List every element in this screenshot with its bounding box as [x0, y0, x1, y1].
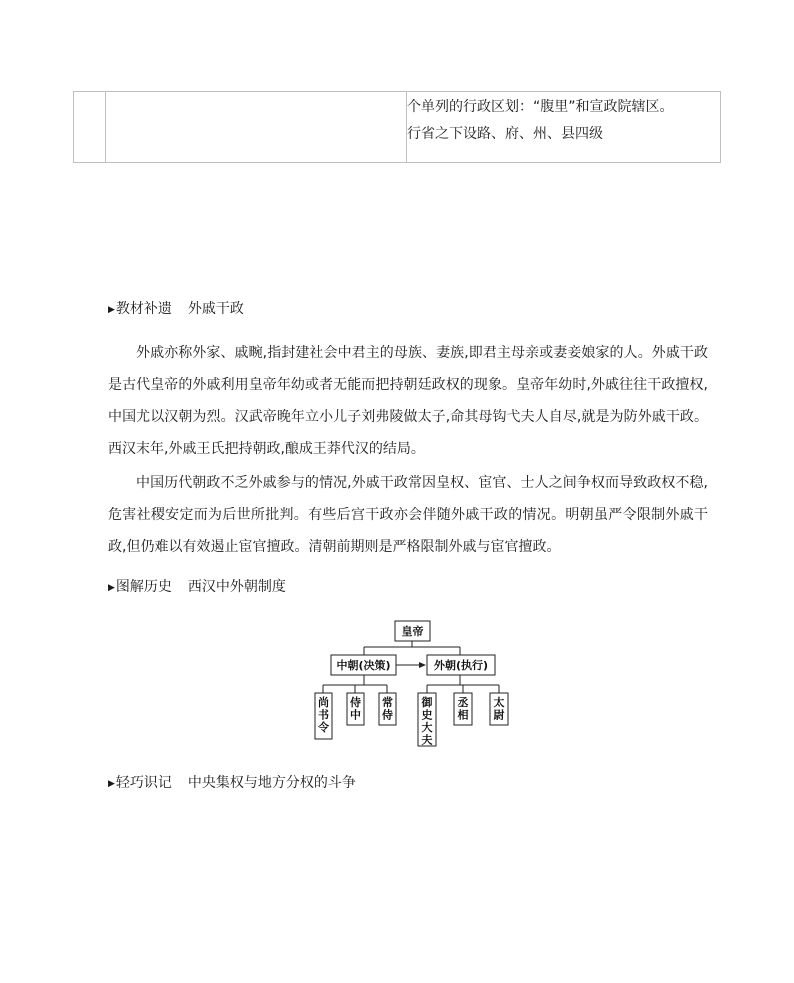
- heading-title: 中央集权与地方分权的斗争: [187, 775, 356, 791]
- outer-node-3: 太尉: [493, 696, 505, 722]
- inner-node-1: 尚书令: [318, 696, 329, 734]
- node-outer-court: 外朝(执行): [433, 659, 489, 672]
- node-inner-court: 中朝(决策): [336, 659, 391, 672]
- triangle-bullet-icon: ▶: [108, 305, 115, 315]
- heading-label: 图解历史: [115, 579, 172, 595]
- inner-node-3: 常侍: [382, 696, 393, 722]
- outer-node-1: 御史大夫: [421, 696, 433, 747]
- node-emperor: 皇帝: [401, 625, 424, 638]
- heading-title: 西汉中外朝制度: [187, 579, 286, 595]
- table-cell-line: 个单列的行政区划：“腹里”和宣政院辖区。: [407, 99, 674, 115]
- table-divider: [105, 92, 106, 162]
- table-cell: [407, 94, 719, 148]
- table-cell-line: 行省之下设路、府、州、县四级: [407, 126, 603, 142]
- section-heading-supplement: [108, 299, 244, 320]
- triangle-bullet-icon: ▶: [108, 583, 115, 593]
- heading-title: 外戚干政: [187, 301, 244, 317]
- court-system-diagram: [300, 612, 520, 748]
- section-heading-memory: [108, 773, 356, 794]
- heading-label: 轻巧识记: [115, 775, 172, 791]
- outer-node-2: 丞相: [457, 696, 469, 722]
- triangle-bullet-icon: ▶: [108, 779, 115, 789]
- section-heading-diagram: [108, 577, 286, 598]
- table-fragment: [73, 91, 721, 163]
- paragraph: 外戚亦称外家、戚畹,指封建社会中君主的母族、妻族,即君主母亲或妻妾娘家的人。外戚干政是古代皇帝的外戚利用皇帝年幼或者无能而把持朝廷政权的现象。皇帝年幼时,外戚往往干政擅权,中国尤以汉朝为烈。汉武帝晚年立小儿子刘弗陵做太子,命其母钩弋夫人自尽,就是为防外戚干政。西汉末年,外戚王氏把持朝政,酿成王莽代汉的结局。: [108, 345, 708, 457]
- heading-label: 教材补遗: [115, 301, 172, 317]
- paragraph: 中国历代朝政不乏外戚参与的情况,外戚干政常因皇权、宦官、士人之间争权而导致政权不稳,危害社稷安定而为后世所批判。有些后宫干政亦会伴随外戚干政的情况。明朝虽严令限制外戚干政,但仍难以有效遏止宦官擅政。清朝前期则是严格限制外戚与宦官擅政。: [108, 475, 708, 555]
- inner-node-2: 侍中: [350, 696, 361, 722]
